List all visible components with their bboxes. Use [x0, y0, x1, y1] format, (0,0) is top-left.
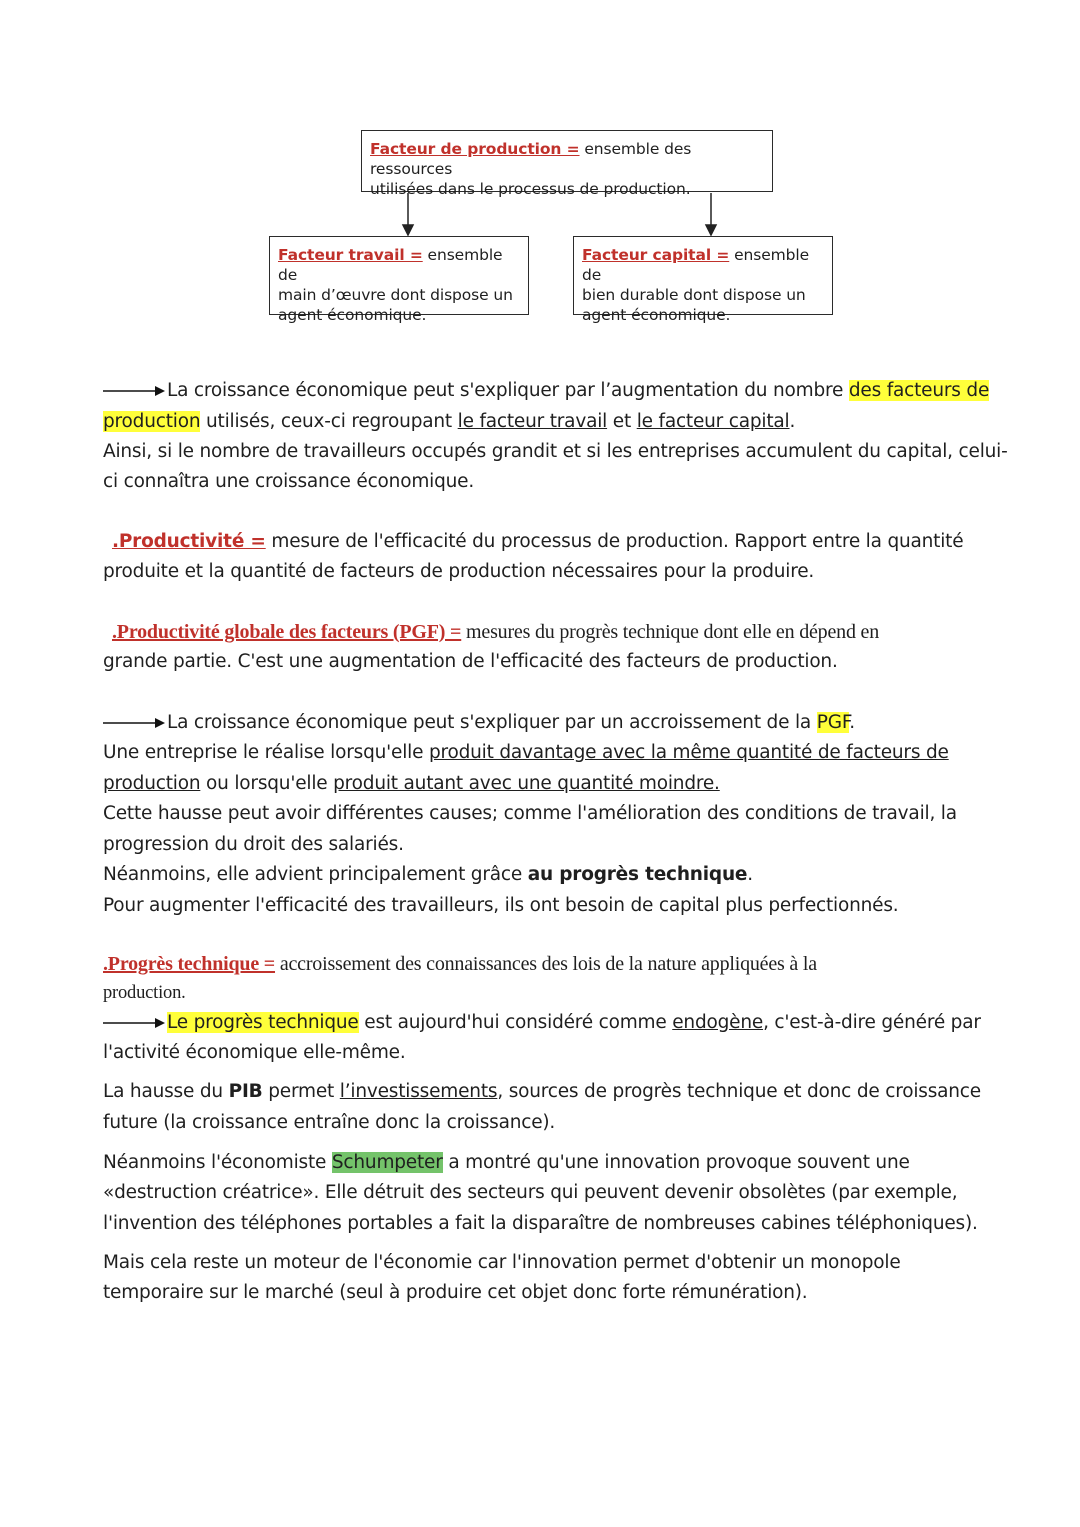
definition-text: utilisées dans le processus de production. — [370, 180, 691, 198]
underline-text: produit autant avec une quantité moindre. — [333, 773, 720, 794]
text: utilisés, ceux-ci regroupant — [200, 411, 458, 432]
definition-text: bien durable dont dispose un — [582, 286, 806, 304]
underline-text: produit davantage avec la même quantité de facteurs de — [428, 742, 949, 763]
paragraph-line: progression du droit des salariés. — [103, 834, 404, 855]
paragraph-line — [103, 708, 855, 738]
term-pgf: .Productivité globale des facteurs (PGF) = — [112, 621, 462, 643]
highlight-green: Schumpeter — [331, 1152, 443, 1173]
text: . — [789, 411, 796, 432]
paragraph-line — [103, 1077, 981, 1107]
text: . — [747, 864, 753, 885]
text: accroissement des connaissances des lois de la nature appliquées à la — [275, 953, 817, 975]
paragraph-line: ci connaîtra une croissance économique. — [103, 471, 475, 492]
paragraph-line — [112, 527, 963, 557]
text: mesure de l'efficacité du processus de production. Rapport entre la quantité — [265, 531, 964, 552]
definition-text: ensemble de — [278, 246, 503, 284]
paragraph-line — [103, 1148, 910, 1178]
text: Une entreprise le réalise lorsqu'elle — [103, 742, 429, 763]
paragraph-line: Ainsi, si le nombre de travailleurs occupés grandit et si les entreprises accumulent du capital, celui- — [103, 441, 1008, 462]
paragraph-line — [103, 407, 795, 437]
paragraph-line: «destruction créatrice». Elle détruit des secteurs qui peuvent devenir obsolètes (par exemple, — [103, 1182, 958, 1203]
text: et — [607, 411, 637, 432]
connector-arrow-left — [403, 193, 413, 235]
paragraph-line: Cette hausse peut avoir différentes causes; comme l'amélioration des conditions de travail, la — [103, 803, 957, 824]
text: Néanmoins, elle advient principalement grâce — [103, 864, 528, 885]
underline-text: le facteur capital — [636, 411, 790, 432]
paragraph-line: future (la croissance entraîne donc la croissance). — [103, 1112, 556, 1133]
paragraph-line — [103, 376, 989, 406]
text: permet — [262, 1081, 340, 1102]
term-facteur-production: Facteur de production = — [370, 140, 580, 158]
paragraph-line — [103, 1008, 981, 1038]
text: ou lorsqu'elle — [200, 773, 334, 794]
bold-text: au progrès technique — [527, 864, 748, 885]
paragraph-line: l'invention des téléphones portables a fait la disparaître de nombreuses cabines téléphoniques). — [103, 1213, 978, 1234]
definition-text: main d’œuvre dont dispose un — [278, 286, 513, 304]
paragraph-line — [103, 860, 753, 890]
definition-text: agent économique. — [278, 306, 427, 324]
paragraph-line — [103, 738, 949, 768]
diagram-connectors — [0, 0, 1080, 320]
right-arrow-icon — [103, 717, 165, 729]
definition-text: agent économique. — [582, 306, 731, 324]
highlight: Le progrès technique — [167, 1012, 359, 1033]
underline-text: production — [103, 773, 201, 794]
term-progres-technique: .Progrès technique = — [103, 953, 276, 975]
paragraph-line: grande partie. C'est une augmentation de l'efficacité des facteurs de production. — [103, 651, 838, 672]
text: . — [849, 712, 855, 733]
bold-text: PIB — [228, 1081, 263, 1102]
text: mesures du progrès technique dont elle en dépend en — [461, 621, 880, 643]
text: Néanmoins l'économiste — [103, 1152, 332, 1173]
underline-text: endogène — [672, 1012, 764, 1033]
definition-text: ensemble de — [582, 246, 810, 284]
text: La hausse du — [103, 1081, 229, 1102]
text: La croissance économique peut s'expliquer par un accroissement de la — [167, 712, 817, 733]
right-arrow-icon — [103, 1017, 165, 1029]
paragraph-line — [112, 617, 879, 648]
term-facteur-capital: Facteur capital = — [582, 246, 730, 264]
connector-arrow-right — [706, 193, 716, 235]
text: La croissance économique peut s'expliquer par l’augmentation du nombre — [167, 380, 849, 401]
text: est aujourd'hui considéré comme — [358, 1012, 673, 1033]
underline-text: le facteur travail — [457, 411, 608, 432]
underline-text: l’investissements — [339, 1081, 498, 1102]
highlight: production — [103, 411, 201, 432]
paragraph-line: produite et la quantité de facteurs de production nécessaires pour la produire. — [103, 561, 815, 582]
text: , sources de progrès technique et donc de croissance — [497, 1081, 981, 1102]
term-productivite: .Productivité = — [112, 531, 266, 552]
paragraph-line: Pour augmenter l'efficacité des travailleurs, ils ont besoin de capital plus perfectionnés. — [103, 895, 899, 916]
right-arrow-icon — [103, 385, 165, 397]
text: a montré qu'une innovation provoque souvent une — [442, 1152, 910, 1173]
highlight: PGF — [816, 712, 850, 733]
text: , c'est-à-dire généré par — [763, 1012, 981, 1033]
definition-text: ensemble des ressources — [370, 140, 692, 178]
highlight: des facteurs de — [848, 380, 990, 401]
paragraph-line — [103, 769, 720, 799]
paragraph-line: production. — [103, 983, 186, 1003]
paragraph-line: temporaire sur le marché (seul à produire cet objet donc forte rémunération). — [103, 1282, 808, 1303]
term-facteur-travail: Facteur travail = — [278, 246, 423, 264]
paragraph-line — [103, 949, 817, 980]
paragraph-line: Mais cela reste un moteur de l'économie car l'innovation permet d'obtenir un monopole — [103, 1252, 901, 1273]
paragraph-line: l'activité économique elle-même. — [103, 1042, 406, 1063]
